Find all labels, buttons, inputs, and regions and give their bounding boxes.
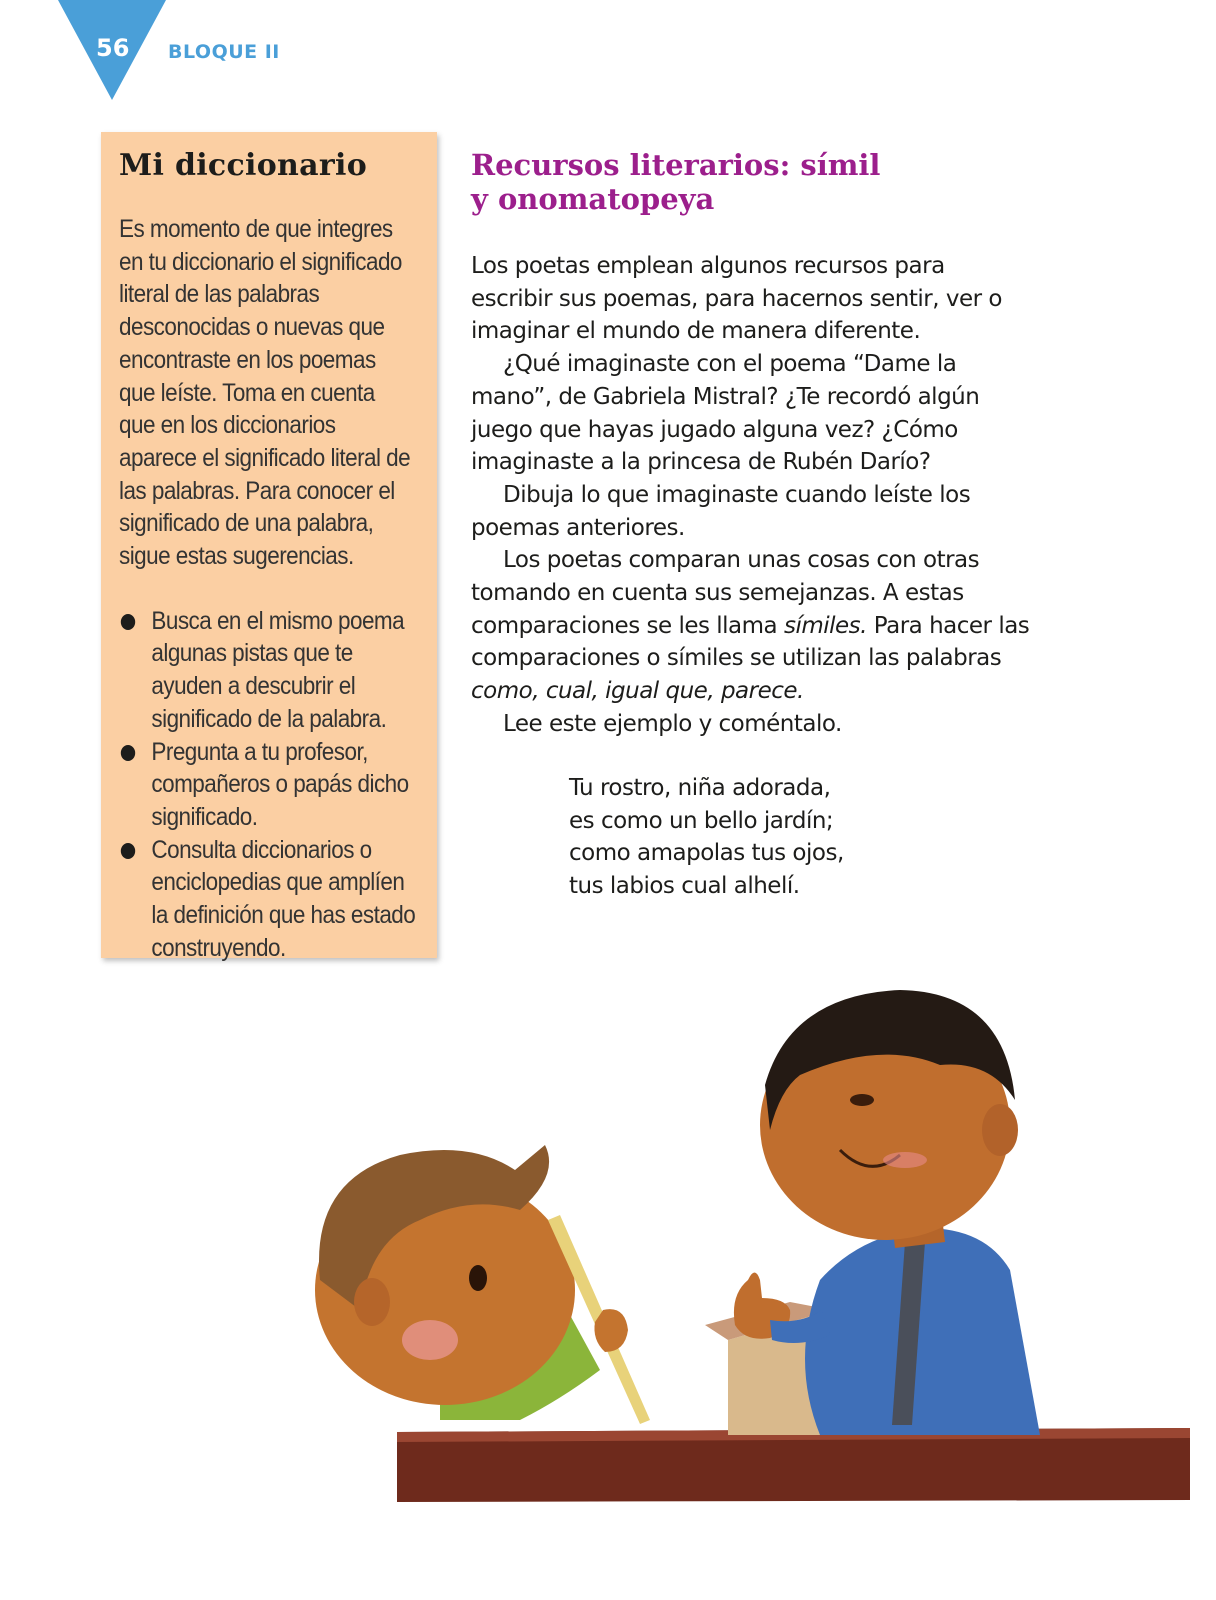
bullet-icon (121, 614, 135, 630)
illustration-boy-and-teacher (0, 980, 1216, 1540)
suggestion-text: Consulta diccionarios o enciclopedias que amplíen la definición que has estado construyendo. (151, 835, 416, 962)
desk-illustration (397, 1428, 1190, 1502)
similes-term: símiles. (783, 612, 867, 639)
body-text (471, 250, 1031, 741)
paragraph-4-part-b: Para hacer las comparaciones o símiles se utilizan las palabras (471, 612, 1030, 672)
dictionary-title: Mi diccionario (119, 148, 368, 183)
paragraph-4-part-a: Los poetas comparan unas cosas con otras tomando en cuenta sus semejanzas. A estas comparaciones se les llama (471, 547, 980, 639)
suggestion-text: Pregunta a tu profesor, compañeros o papás dicho significado. (151, 737, 409, 831)
suggestions-list (119, 605, 416, 965)
dictionary-box (101, 132, 437, 962)
paragraph-1: Los poetas emplean algunos recursos para escribir sus poemas, para hacernos sentir, ver o imaginar el mundo de manera diferente. (471, 253, 1002, 345)
section-title-line2: y onomatopeya (471, 182, 715, 216)
bullet-icon (121, 745, 135, 761)
poem-line: Tu rostro, niña adorada, (569, 775, 831, 801)
bullet-icon (121, 843, 135, 859)
paragraph-5: Lee este ejemplo y coméntalo. (503, 710, 842, 737)
suggestion-item (119, 605, 416, 736)
suggestion-text: Busca en el mismo poema algunas pistas que te ayuden a descubrir el significado de la palabra. (151, 606, 405, 733)
paragraph-4 (471, 544, 1031, 708)
poem-line: como amapolas tus ojos, (569, 840, 844, 867)
comparison-words: como, cual, igual que, parece. (471, 678, 804, 705)
suggestion-item (119, 834, 416, 965)
child-illustration (315, 1145, 650, 1424)
poem-line: tus labios cual alhelí. (569, 873, 800, 900)
suggestion-item (119, 736, 416, 834)
poem-line: es como un bello jardín; (569, 807, 834, 834)
section-title (471, 148, 991, 216)
paragraph-3: Dibuja lo que imaginaste cuando leíste los poemas anteriores. (471, 481, 971, 541)
paragraph-2: ¿Qué imaginaste con el poema “Dame la mano”, de Gabriela Mistral? ¿Te recordó algún juego que hayas jugado alguna vez? ¿Cómo imaginaste a la princesa de Rubén Darío? (471, 351, 980, 476)
dictionary-text (119, 213, 416, 964)
dictionary-intro: Es momento de que integres en tu diccionario el significado literal de las palabras desconocidas o nuevas que encontraste en los poemas que leíste. Toma en cuenta que en los diccionarios aparece el significado literal de las palabras. Para conocer el significado de una palabra, sigue estas sugerencias. (119, 215, 411, 571)
poem-example (569, 772, 969, 903)
section-title-line1: Recursos literarios: símil (471, 148, 881, 182)
page-number: 56 (96, 34, 130, 62)
block-label: BLOQUE II (168, 41, 280, 63)
